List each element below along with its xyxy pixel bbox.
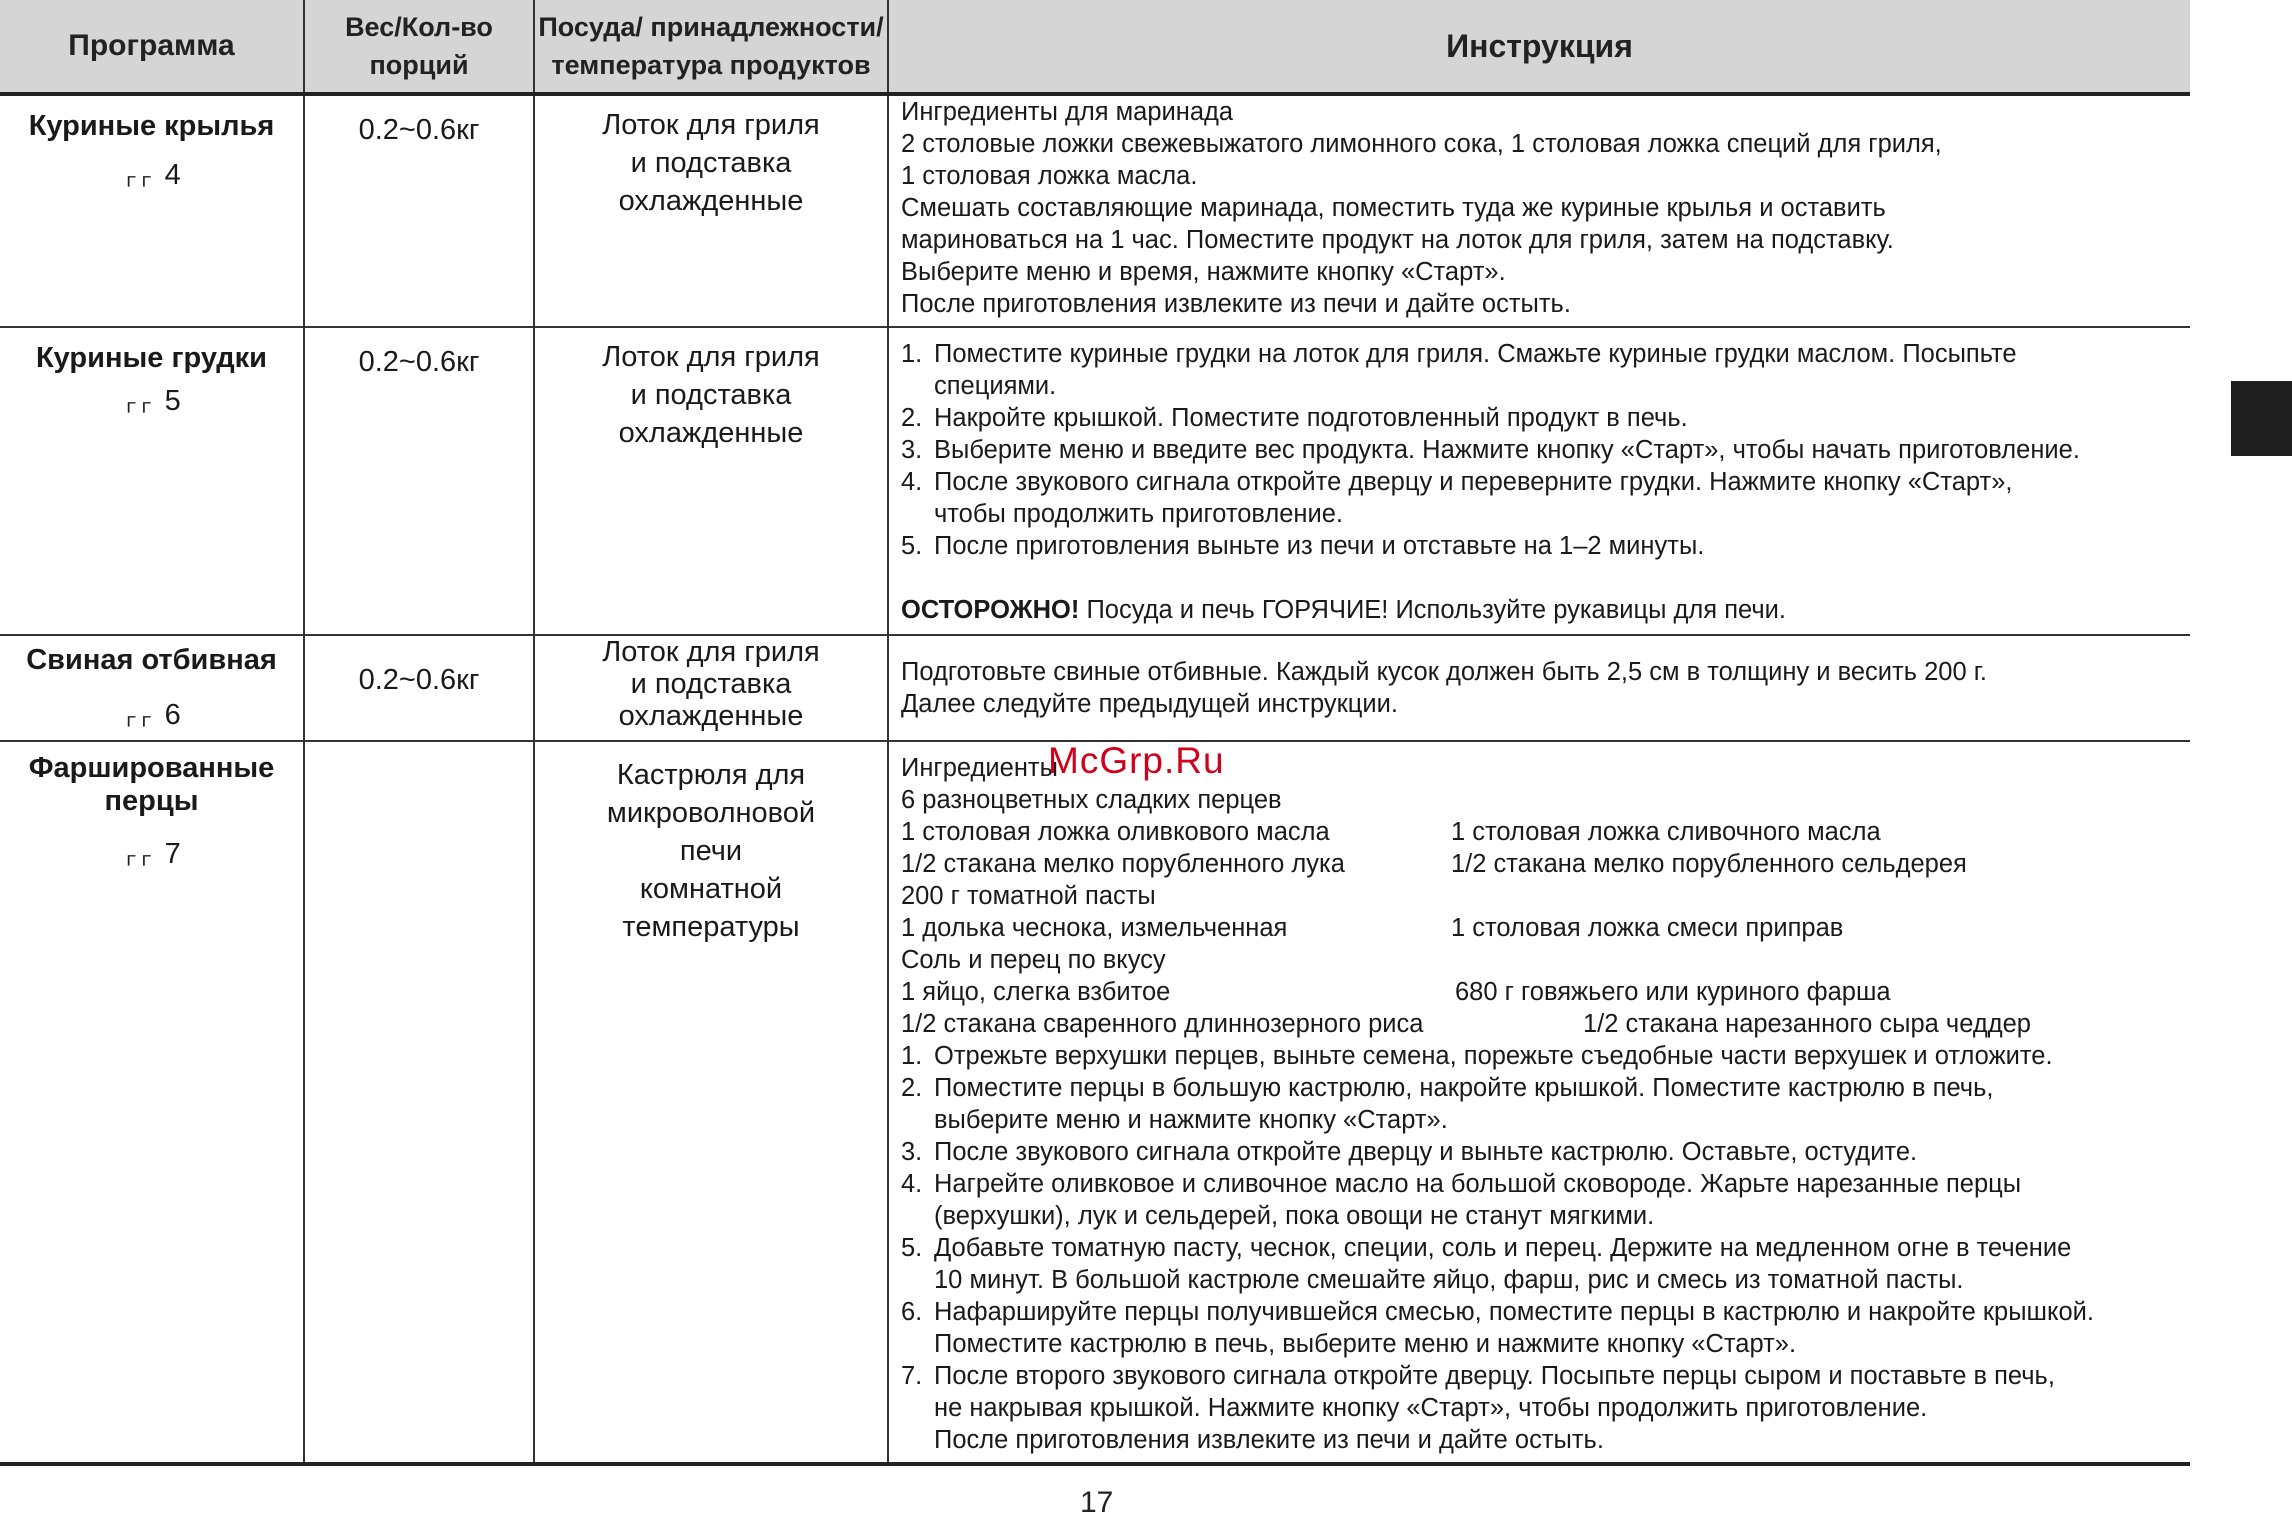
instruction-line: Ингредиенты для маринада	[901, 98, 1234, 126]
ingredients-title: Ингредиенты	[901, 754, 1058, 782]
header-weight	[304, 0, 534, 94]
dish-line: охлажденные	[618, 185, 804, 217]
instruction-cell	[888, 94, 2190, 327]
instruction-step	[901, 338, 2180, 402]
step-line: специями.	[934, 372, 1057, 400]
instruction-step	[901, 1072, 2180, 1136]
step-number: 5.	[901, 532, 923, 560]
display-glyph-icon: ┌┌	[122, 847, 153, 866]
display-glyph-icon: ┌┌	[122, 394, 153, 413]
ingredient-item: 1/2 стакана сваренного длиннозерного риса	[901, 1010, 1424, 1038]
dish-line: печи	[679, 835, 743, 867]
instruction-step	[901, 434, 2180, 466]
warning-line	[901, 594, 2180, 626]
instruction-cell	[888, 327, 2190, 635]
program-code-number: 5	[164, 385, 181, 417]
instruction-line: Далее следуйте предыдущей инструкции.	[901, 690, 1398, 718]
ingredient-row	[901, 1008, 2180, 1040]
step-line: Выберите меню и введите вес продукта. Нажмите кнопку «Старт», чтобы начать приготовление.	[934, 436, 2080, 464]
header-program: Программа	[0, 0, 304, 94]
step-line: 10 минут. В большой кастрюле смешайте яйцо, фарш, рис и смесь из томатной пасты.	[934, 1266, 1964, 1294]
weight-cell: 0.2~0.6кг	[304, 635, 534, 741]
program-code	[0, 159, 303, 194]
dish-line: и подставка	[630, 379, 792, 411]
instruction-line: мариноваться на 1 час. Поместите продукт на лоток для гриля, затем на подставку.	[901, 226, 1894, 254]
section-tab-marker	[2231, 381, 2292, 456]
step-line: После приготовления извлеките из печи и дайте остыть.	[934, 1426, 1604, 1454]
header-dish	[534, 0, 888, 94]
ingredient-row	[901, 976, 2180, 1008]
program-code	[0, 699, 303, 734]
ingredient-item: 1/2 стакана нарезанного сыра чеддер	[1583, 1010, 2031, 1038]
program-name: Свиная отбивная	[26, 644, 277, 676]
step-number: 2.	[901, 1074, 923, 1102]
ingredient-row	[901, 784, 2180, 816]
ingredient-item: Соль и перец по вкусу	[901, 946, 1166, 974]
ingredient-item: 1/2 стакана мелко порубленного сельдерея	[1451, 850, 1967, 878]
step-line: чтобы продолжить приготовление.	[934, 500, 1344, 528]
program-cell	[0, 635, 304, 741]
instruction-step	[901, 1360, 2180, 1456]
dish-line: охлажденные	[618, 700, 804, 732]
warning-text: Посуда и печь ГОРЯЧИЕ! Используйте рукавицы для печи.	[1079, 596, 1786, 624]
step-line: После приготовления выньте из печи и отставьте на 1–2 минуты.	[934, 532, 1705, 560]
step-number: 2.	[901, 404, 923, 432]
step-line: После звукового сигнала откройте дверцу и выньте кастрюлю. Оставьте, остудите.	[934, 1138, 1918, 1166]
ingredient-item: 1 столовая ложка оливкового масла	[901, 818, 1330, 846]
dish-line: Лоток для гриля	[602, 109, 820, 141]
instruction-cell	[888, 741, 2190, 1464]
step-number: 6.	[901, 1298, 923, 1326]
program-cell	[0, 327, 304, 635]
display-glyph-icon: ┌┌	[122, 708, 153, 727]
weight-cell: 0.2~0.6кг	[304, 327, 534, 635]
instruction-line: 1 столовая ложка масла.	[901, 162, 1198, 190]
table-header-row	[0, 0, 2190, 94]
step-line: Нафаршируйте перцы получившейся смесью, поместите перцы в кастрюлю и накройте крышкой.	[934, 1298, 2094, 1326]
spacer	[901, 562, 2180, 594]
table-row	[0, 741, 2190, 1464]
warning-label: ОСТОРОЖНО!	[901, 596, 1080, 624]
step-number: 4.	[901, 468, 923, 496]
header-weight-line: порций	[369, 50, 469, 80]
instruction-step	[901, 1232, 2180, 1296]
step-line: Накройте крышкой. Поместите подготовленный продукт в печь.	[934, 404, 1688, 432]
instruction-line: Подготовьте свиные отбивные. Каждый кусок должен быть 2,5 см в толщину и весить 200 г.	[901, 658, 1987, 686]
program-cell	[0, 94, 304, 327]
step-number: 4.	[901, 1170, 923, 1198]
page-number: 17	[1080, 1486, 1114, 1519]
instruction-step	[901, 1136, 2180, 1168]
step-number: 1.	[901, 340, 923, 368]
program-code	[0, 838, 303, 873]
ingredient-item: 200 г томатной пасты	[901, 882, 1156, 910]
watermark: McGrp.Ru	[1048, 740, 1225, 781]
header-weight-line: Вес/Кол-во	[345, 12, 493, 42]
dish-line: охлажденные	[618, 417, 804, 449]
dish-cell	[534, 94, 888, 327]
instruction-line: Выберите меню и время, нажмите кнопку «Старт».	[901, 258, 1506, 286]
program-code-number: 4	[164, 159, 181, 191]
program-code-number: 7	[164, 838, 181, 870]
weight-cell	[304, 741, 534, 1464]
dish-line: Лоток для гриля	[602, 341, 820, 373]
program-cell	[0, 741, 304, 1464]
instruction-line: После приготовления извлеките из печи и дайте остыть.	[901, 290, 1571, 318]
ingredient-row	[901, 880, 2180, 912]
step-number: 1.	[901, 1042, 923, 1070]
instruction-step	[901, 1040, 2180, 1072]
instruction-step	[901, 530, 2180, 562]
dish-line: Лоток для гриля	[602, 636, 820, 668]
step-line: После второго звукового сигнала откройте дверцу. Посыпьте перцы сыром и поставьте в печь,	[934, 1362, 2055, 1390]
program-name: Фаршированные	[28, 752, 275, 784]
ingredient-item: 1 столовая ложка сливочного масла	[1451, 818, 1881, 846]
dish-cell	[534, 635, 888, 741]
table-row	[0, 327, 2190, 635]
step-line: Нагрейте оливковое и сливочное масло на большой сковороде. Жарьте нарезанные перцы	[934, 1170, 2022, 1198]
instruction-step	[901, 402, 2180, 434]
ingredient-item: 6 разноцветных сладких перцев	[901, 786, 1282, 814]
ingredient-item: 1 яйцо, слегка взбитое	[901, 978, 1171, 1006]
ingredient-item: 1/2 стакана мелко порубленного лука	[901, 850, 1345, 878]
ingredient-item: 1 столовая ложка смеси приправ	[1451, 914, 1844, 942]
step-number: 7.	[901, 1362, 923, 1390]
step-line: Добавьте томатную пасту, чеснок, специи, соль и перец. Держите на медленном огне в течение	[934, 1234, 2072, 1262]
dish-line: и подставка	[630, 147, 792, 179]
step-line: Поместите куриные грудки на лоток для гриля. Смажьте куриные грудки маслом. Посыпьте	[934, 340, 2017, 368]
program-code	[0, 385, 303, 420]
step-number: 5.	[901, 1234, 923, 1262]
instruction-step	[901, 466, 2180, 530]
ingredient-row	[901, 944, 2180, 976]
step-line: После звукового сигнала откройте дверцу и переверните грудки. Нажмите кнопку «Старт»,	[934, 468, 2013, 496]
instruction-line: 2 столовые ложки свежевыжатого лимонного сока, 1 столовая ложка специй для гриля,	[901, 130, 1942, 158]
ingredient-item: 1 долька чеснока, измельченная	[901, 914, 1288, 942]
ingredient-row	[901, 912, 2180, 944]
instruction-cell	[888, 635, 2190, 741]
header-instruction: Инструкция	[888, 0, 2190, 94]
step-line: выберите меню и нажмите кнопку «Старт».	[934, 1106, 1448, 1134]
program-code-number: 6	[164, 699, 181, 731]
dish-line: микроволновой	[606, 797, 816, 829]
ingredient-row	[901, 848, 2180, 880]
program-name: перцы	[104, 785, 199, 817]
dish-line: температуры	[622, 911, 800, 943]
display-glyph-icon: ┌┌	[122, 168, 153, 187]
step-line: Поместите кастрюлю в печь, выберите меню и нажмите кнопку «Старт».	[934, 1330, 1797, 1358]
step-number: 3.	[901, 1138, 923, 1166]
dish-line: и подставка	[630, 668, 792, 700]
ingredient-item: 680 г говяжьего или куриного фарша	[1455, 978, 1891, 1006]
table-row	[0, 94, 2190, 327]
step-line: Поместите перцы в большую кастрюлю, накройте крышкой. Поместите кастрюлю в печь,	[934, 1074, 1994, 1102]
dish-line: комнатной	[639, 873, 783, 905]
step-line: Отрежьте верхушки перцев, выньте семена, порежьте съедобные части верхушек и отложите.	[934, 1042, 2053, 1070]
dish-cell	[534, 327, 888, 635]
step-number: 3.	[901, 436, 923, 464]
instruction-steps	[901, 1040, 2180, 1456]
program-name: Куриные грудки	[35, 342, 268, 374]
header-dish-line: температура продуктов	[551, 50, 871, 80]
dish-line: Кастрюля для	[616, 759, 806, 791]
step-line: не накрывая крышкой. Нажмите кнопку «Старт», чтобы продолжить приготовление.	[934, 1394, 1928, 1422]
instruction-line: Смешать составляющие маринада, поместить туда же куриные крылья и оставить	[901, 194, 1886, 222]
weight-cell: 0.2~0.6кг	[304, 94, 534, 327]
dish-cell	[534, 741, 888, 1464]
header-dish-line: Посуда/ принадлежности/	[538, 12, 884, 42]
program-name: Куриные крылья	[28, 110, 275, 142]
ingredient-row	[901, 816, 2180, 848]
instruction-step	[901, 1168, 2180, 1232]
step-line: (верхушки), лук и сельдерей, пока овощи не станут мягкими.	[934, 1202, 1655, 1230]
instruction-step	[901, 1296, 2180, 1360]
table-row	[0, 635, 2190, 741]
instruction-steps	[901, 338, 2180, 562]
